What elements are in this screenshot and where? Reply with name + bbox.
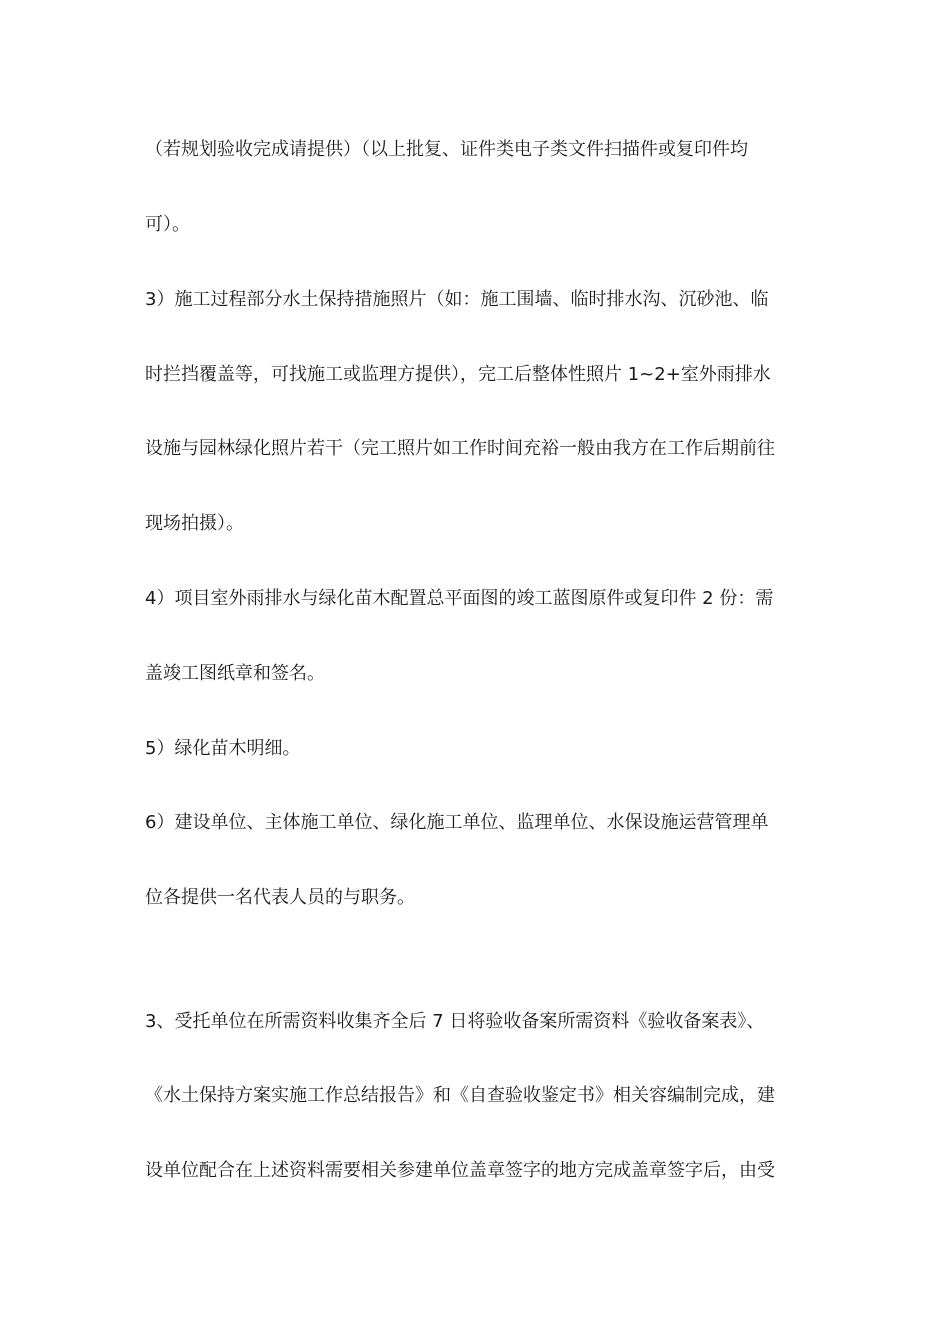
text-line: 设单位配合在上述资料需要相关参建单位盖章签字的地方完成盖章签字后，由受: [145, 1160, 775, 1181]
text-line: 4）项目室外雨排水与绿化苗木配置总平面图的竣工蓝图原件或复印件 2 份：需: [145, 588, 774, 609]
text-line: 盖竣工图纸章和签名。: [145, 663, 325, 684]
text-line: 3）施工过程部分水土保持措施照片（如：施工围墙、临时排水沟、沉砂池、临: [145, 289, 769, 310]
text-line: 《水土保持方案实施工作总结报告》和《自查验收鉴定书》相关容编制完成，建: [145, 1085, 775, 1106]
text-line: 可）。: [145, 214, 190, 235]
text-line: 位各提供一名代表人员的与职务。: [145, 887, 415, 908]
text-line: （若规划验收完成请提供）（以上批复、证件类电子类文件扫描件或复印件均: [145, 139, 748, 160]
text-line: 3、受托单位在所需资料收集齐全后 7 日将验收备案所需资料《验收备案表》、: [145, 1011, 765, 1032]
text-line: 设施与园林绿化照片若干（完工照片如工作时间充裕一般由我方在工作后期前往: [145, 438, 775, 459]
text-line: 现场拍摄）。: [145, 513, 244, 534]
text-line: 时拦挡覆盖等，可找施工或监理方提供），完工后整体性照片 1~2+室外雨排水: [145, 364, 771, 385]
text-line: 6）建设单位、主体施工单位、绿化施工单位、监理单位、水保设施运营管理单: [145, 812, 769, 833]
text-line: 5）绿化苗木明细。: [145, 738, 301, 759]
